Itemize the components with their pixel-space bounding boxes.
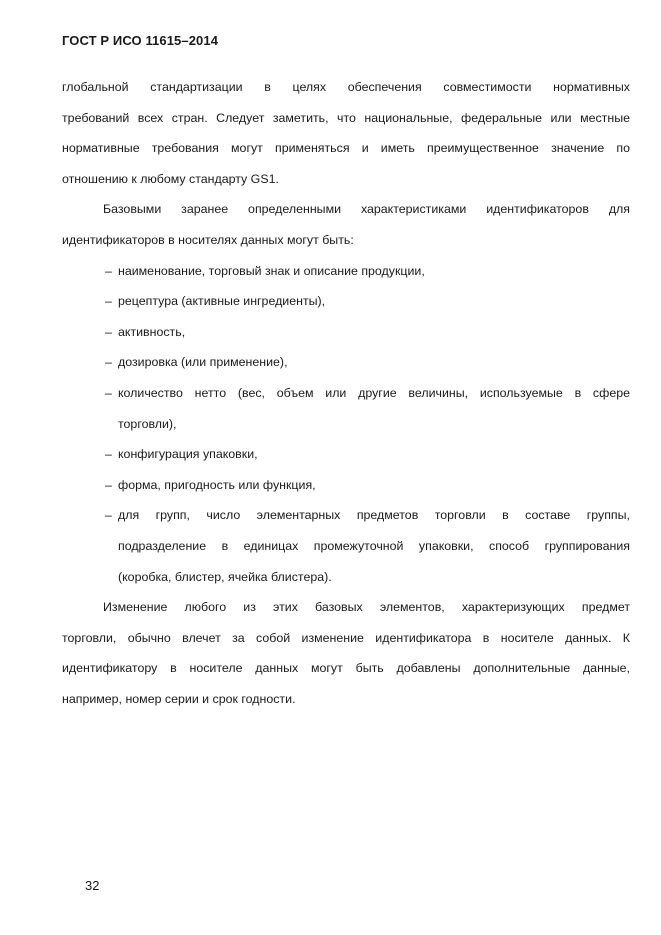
text-line: например, номер серии и срок годности. xyxy=(62,691,296,706)
list-item xyxy=(62,439,630,470)
list-dash: – xyxy=(105,263,112,278)
list-item xyxy=(62,286,630,317)
document-header: ГОСТ Р ИСО 11615–2014 xyxy=(62,33,219,48)
list-item-text: наименование, торговый знак и описание продукции, xyxy=(118,263,425,278)
text-line: Изменение любого из этих базовых элементов, характеризующих предмет xyxy=(103,600,630,615)
text-line: нормативные требования могут применяться и иметь преимущественное значение по xyxy=(62,141,630,156)
text-line: идентификаторов в носителях данных могут быть: xyxy=(62,232,354,247)
list-item-text: рецептура (активные ингредиенты), xyxy=(118,294,326,309)
list-dash: – xyxy=(105,447,112,462)
list-dash: – xyxy=(105,355,112,370)
page-number: 32 xyxy=(85,878,100,893)
list-dash: – xyxy=(105,324,112,339)
list-dash: – xyxy=(105,294,112,309)
document-body xyxy=(62,72,630,714)
list-item-continuation: подразделение в единицах промежуточной упаковки, способ группирования xyxy=(118,538,630,553)
text-line: Базовыми заранее определенными характеристиками идентификаторов для xyxy=(103,202,630,217)
text-line: требований всех стран. Следует заметить, что национальные, федеральные или местные xyxy=(62,110,630,125)
text-line: отношению к любому стандарту GS1. xyxy=(62,171,279,186)
paragraph-2 xyxy=(62,194,630,255)
list-item xyxy=(62,378,630,439)
list-item xyxy=(62,256,630,287)
text-line: торговли, обычно влечет за собой изменение идентификатора в носителе данных. К xyxy=(62,630,630,645)
list-item-text: форма, пригодность или функция, xyxy=(118,477,316,492)
list-item xyxy=(62,470,630,501)
paragraph-1 xyxy=(62,72,630,194)
list-item xyxy=(62,317,630,348)
list-item-text: количество нетто (вес, объем или другие величины, используемые в сфере xyxy=(118,385,630,400)
text-line: глобальной стандартизации в целях обеспечения совместимости нормативных xyxy=(62,80,630,94)
list-item-continuation: торговли), xyxy=(118,416,177,431)
list-item-continuation: (коробка, блистер, ячейка блистера). xyxy=(118,569,332,584)
list-item xyxy=(62,500,630,592)
list-item-text: конфигурация упаковки, xyxy=(118,447,258,462)
list-dash: – xyxy=(105,477,112,492)
list-item-text: активность, xyxy=(118,324,186,339)
list-dash: – xyxy=(105,508,112,523)
characteristics-list xyxy=(62,256,630,593)
paragraph-3 xyxy=(62,592,630,714)
list-item-text: дозировка (или применение), xyxy=(118,355,288,370)
list-item xyxy=(62,347,630,378)
text-line: идентификатору в носителе данных могут быть добавлены дополнительные данные, xyxy=(62,661,630,676)
list-item-text: для групп, число элементарных предметов торговли в составе группы, xyxy=(118,508,630,523)
list-dash: – xyxy=(105,385,112,400)
